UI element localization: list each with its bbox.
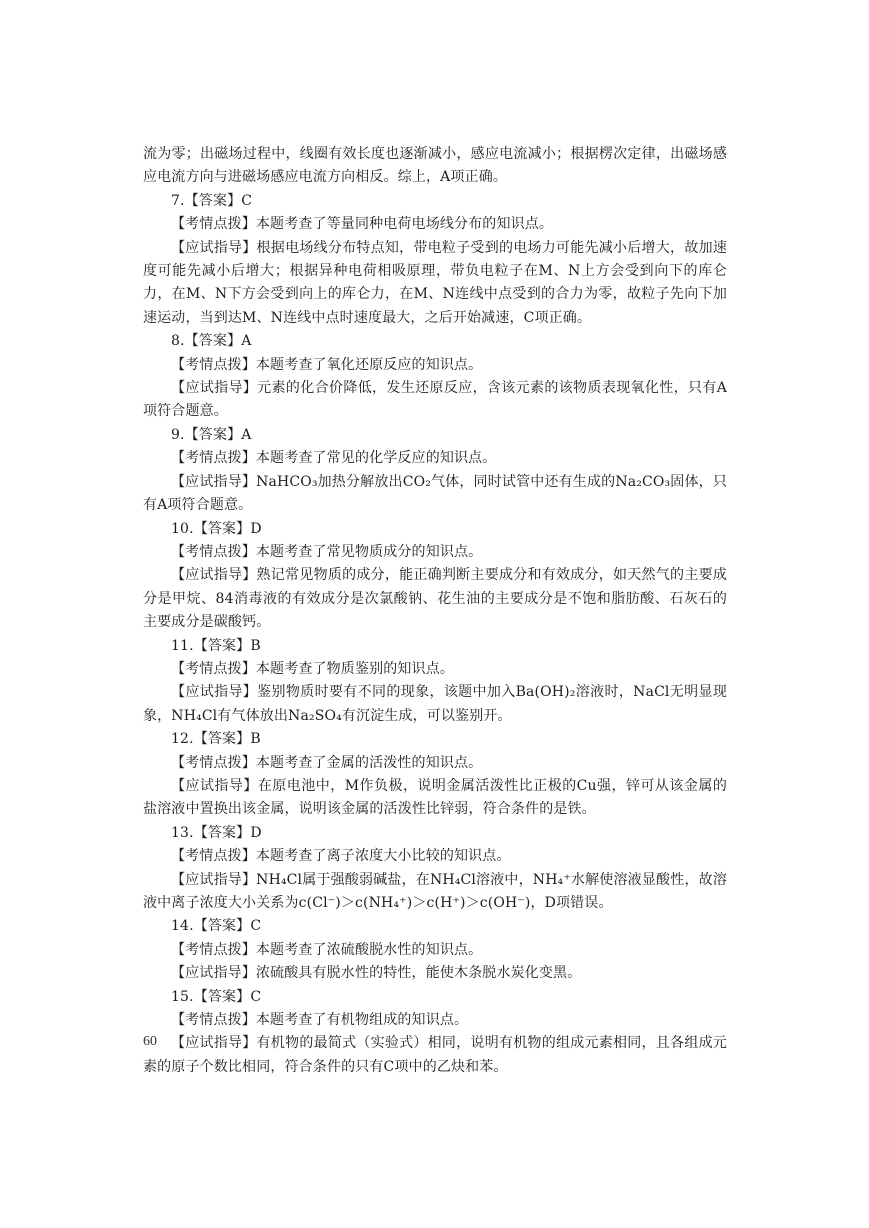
exam-guide-12: 【应试指导】在原电池中，M作负极，说明金属活泼性比正极的Cu强，锌可从该金属的盐溶液中置换出该金属，说明该金属的活泼性比锌弱，符合条件的是铁。 — [143, 777, 727, 818]
analysis-point-14: 【考情点拨】本题考查了浓硫酸脱水性的知识点。 — [171, 941, 483, 958]
analysis-point-10: 【考情点拨】本题考查了常见物质成分的知识点。 — [171, 543, 483, 560]
answer-line-13: 13.【答案】D — [171, 824, 262, 841]
analysis-point-15: 【考情点拨】本题考查了有机物组成的知识点。 — [171, 1012, 469, 1029]
answer-line-7: 7.【答案】C — [171, 192, 253, 209]
paragraph-continuation: 流为零；出磁场过程中，线圈有效长度也逐渐减小，感应电流减小；根据楞次定律，出磁场感应电流方向与进磁场感应电流方向相反。综上，A项正确。 — [143, 146, 727, 186]
exam-guide-14: 【应试指导】浓硫酸具有脱水性的特性，能使木条脱水炭化变黑。 — [171, 965, 582, 982]
answer-line-14: 14.【答案】C — [171, 918, 262, 935]
exam-guide-7: 【应试指导】根据电场线分布特点知，带电粒子受到的电场力可能先减小后增大，故加速度可能先减小后增大；根据异种电荷相吸原理，带负电粒子在M、N上方会受到向下的库仑力，在M、N下方会受到向上的库仑力，在M、N连线中点受到的合力为零，故粒子先向下加速运动，当到达M、N连线中点时速度最大，之后开始减速，C项正确。 — [143, 239, 727, 326]
analysis-point-9: 【考情点拨】本题考查了常见的化学反应的知识点。 — [171, 450, 497, 467]
page-number: 60 — [143, 1034, 157, 1049]
exam-guide-8: 【应试指导】元素的化合价降低，发生还原反应，含该元素的该物质表现氧化性，只有A项符合题意。 — [143, 380, 727, 420]
exam-guide-10: 【应试指导】熟记常见物质的成分，能正确判断主要成分和有效成分，如天然气的主要成分是甲烷、84消毒液的有效成分是次氯酸钠、花生油的主要成分是不饱和脂肪酸、石灰石的主要成分是碳酸钙。 — [143, 567, 727, 631]
exam-guide-15: 【应试指导】有机物的最简式（实验式）相同，说明有机物的组成元素相同，且各组成元素的原子个数比相同，符合条件的只有C项中的乙炔和苯。 — [143, 1035, 727, 1075]
analysis-point-12: 【考情点拨】本题考查了金属的活泼性的知识点。 — [171, 754, 483, 771]
answer-line-11: 11.【答案】B — [171, 637, 261, 654]
exam-guide-11: 【应试指导】鉴别物质时要有不同的现象，该题中加入Ba(OH)₂溶液时，NaCl无明显现象，NH₄Cl有气体放出Na₂SO₄有沉淀生成，可以鉴别开。 — [143, 684, 727, 724]
answer-line-15: 15.【答案】C — [171, 988, 262, 1005]
analysis-point-11: 【考情点拨】本题考查了物质鉴别的知识点。 — [171, 660, 454, 677]
exam-guide-9: 【应试指导】NaHCO₃加热分解放出CO₂气体，同时试管中还有生成的Na₂CO₃固体，只有A项符合题意。 — [143, 473, 727, 514]
answer-line-10: 10.【答案】D — [171, 520, 262, 537]
answer-line-9: 9.【答案】A — [171, 426, 252, 443]
answer-line-8: 8.【答案】A — [171, 333, 252, 350]
answer-line-12: 12.【答案】B — [171, 731, 261, 748]
analysis-point-7: 【考情点拨】本题考查了等量同种电荷电场线分布的知识点。 — [171, 216, 554, 233]
answer-explanations — [143, 143, 727, 1079]
analysis-point-8: 【考情点拨】本题考查了氧化还原反应的知识点。 — [171, 356, 483, 373]
exam-guide-13: 【应试指导】NH₄Cl属于强酸弱碱盐，在NH₄Cl溶液中，NH₄⁺水解使溶液显酸性，故溶液中离子浓度大小关系为c(Cl⁻)＞c(NH₄⁺)＞c(H⁺)＞c(OH⁻)，D项错误。 — [143, 871, 727, 911]
analysis-point-13: 【考情点拨】本题考查了离子浓度大小比较的知识点。 — [171, 848, 511, 865]
